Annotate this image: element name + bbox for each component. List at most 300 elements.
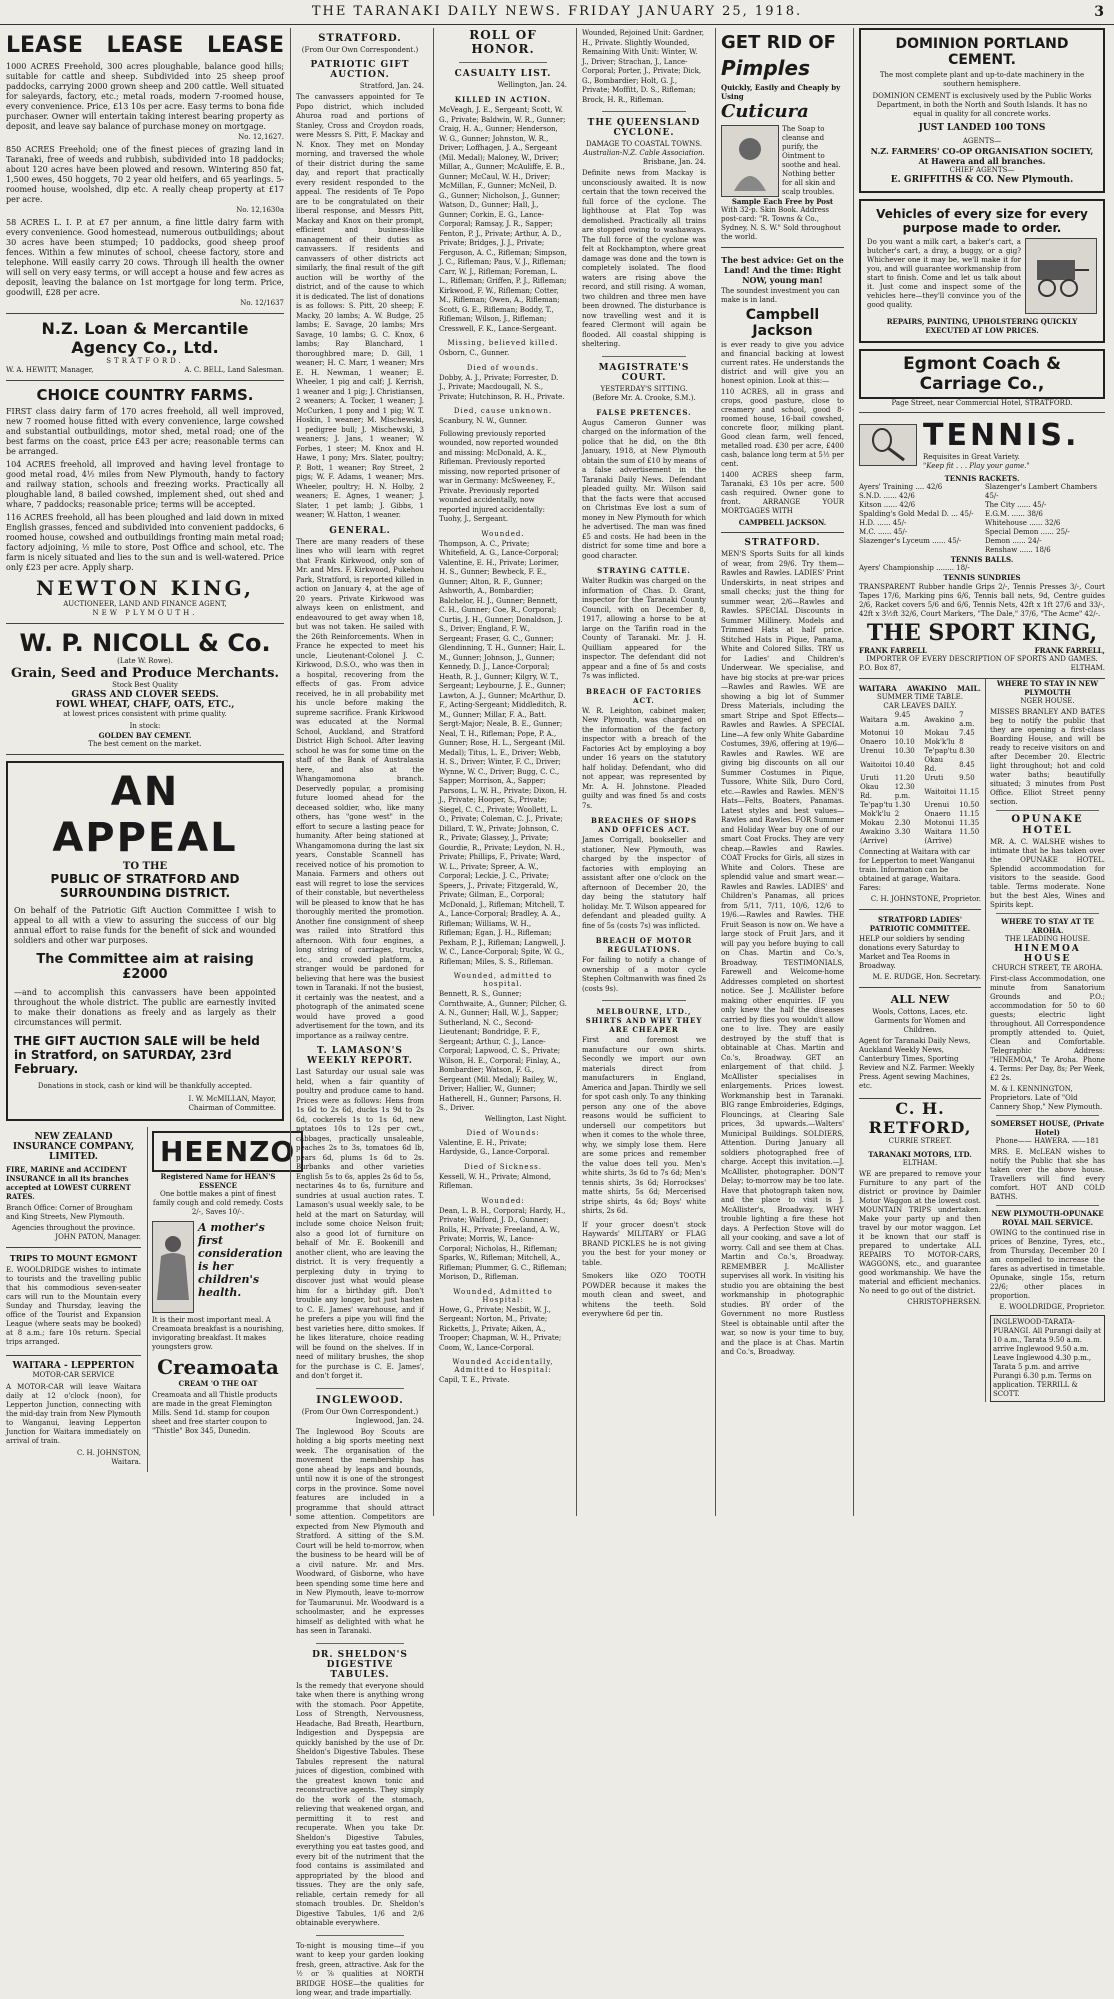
timetable-cell: Awakino — [924, 715, 955, 724]
timetable-cell: 8.45 — [959, 760, 975, 769]
timetable-row — [859, 756, 981, 774]
somerset-body: MRS. E. McLEAN wishes to notify the Public that she has taken over the above house. Travellers will find every comfort. HOT AND COLD BATHS. — [990, 1148, 1105, 1201]
hinemoa-sign: M. & I. KENNINGTON, Proprietors. Late of "Old Cannery Shop," New Plymouth. — [990, 1085, 1103, 1111]
soundest-investment: The soundest investment you can make is in land. — [721, 287, 840, 304]
timetable-cell: 8.30 — [959, 747, 975, 755]
ladies-title: STRATFORD LADIES' PATRIOTIC COMMITTEE. — [869, 915, 971, 933]
timetable-row — [859, 837, 981, 846]
factories-title: BREACH OF FACTORIES ACT. — [586, 686, 702, 705]
choice-farms-ad — [6, 381, 284, 624]
roll-of-honor-title: ROLL OF HONOR. — [469, 28, 537, 56]
balls-line: Ayers' Championship ........ 18/- — [859, 564, 970, 572]
campbell-1400: 1400 ACRES sheep farm, Taranaki, £3 10s per acre. 500 cash required. Owner gone to front. ARRANGE YOUR MORTGAGES WITH — [721, 471, 844, 515]
retford-title: C. H. RETFORD, — [868, 1099, 972, 1137]
died3-title: Died of Sickness. — [464, 1162, 542, 1171]
timetable-cell: Onaero — [924, 810, 951, 818]
col6-lower-right — [985, 679, 1105, 1402]
getrid-heading: GET RID OF — [721, 32, 836, 53]
patriotic-title: PATRIOTIC GIFT AUCTION. — [310, 60, 410, 80]
lease-1000-ref: No. 12,1627. — [238, 133, 284, 141]
motors-body: WE are prepared to remove your Furniture to any part of the district or province by Daimler Motor Waggon at the lowest cost. MOUNTAIN TRIPS undertaken. Make your party up and then travel by our motor waggon. Let it be known that our staff is prepared to undertake ALL REPAIRS TO MOTOR-CARS, WAGGONS, etc., and guarantee good workmanship. We have the material and efficient mechanics. No need to go out of the district. — [859, 1170, 981, 1295]
stray-title: STRAYING CATTLE. — [597, 566, 691, 575]
nz-loan-salesman: A. C. BELL, Land Salesman. — [184, 366, 284, 374]
aroha-title: WHERE TO STAY AT TE AROHA. — [1001, 917, 1094, 935]
pickles-notice: If your grocer doesn't stock Haywards' MILITARY or FLAG BRAND PICKLES he is not giving you the best for your money or table. — [582, 1220, 706, 1267]
masthead-title: THE TARANAKI DAILY NEWS. FRIDAY JANUARY 25, 1918. — [311, 4, 803, 19]
lease-word-3: LEASE — [207, 33, 284, 58]
choice-farms-title: CHOICE COUNTRY FARMS. — [36, 386, 254, 404]
campbell-sign: CAMPBELL JACKSON. — [738, 518, 827, 527]
timetable-row — [859, 747, 981, 756]
wounded-names: Thompson, A. C., Private; Whitefield, A. G., Lance-Corporal; Valentine, E. H., Private; Lorimer, H. S., Gunner; Bewbeck, F. E., Gunner; Alton, R. F., Gunner; Ashworth, A., Bombardier; Balchelor, H. J., Gunner; Bennett, C. H., Gunner; Coe, R., Corporal; Curtis, J. H., Gunner; Donaldson, J. S., Driver; England, F. W., Sergeant; Fraser, G. C., Gunner; Glendinning, T. H., Gunner; Hair, L. M., Gunner; Johnson, J., Gunner; Kennedy, D. J., Lance-Corporal; Heath, R. J., Gunner; Kilgry, W. T., Sergeant; Leybourne, J. E., Gunner; Lawton, A. J., Gunner; McArthur, D. F., Acting-Sergeant; Middleditch, R. M., Gunner; Millar, F. A., Batt. Sergt-Major; Neale, B. E., Gunner; Neal, T. H., Rifleman; Pope, P. A., Gunner; Rose, H. L., Sergeant (Mil. Medal); Titus, L. E., Driver; Webb, H. S., Driver; Winter, F. C., Driver; Wynne, W. C., Driver; Bugg, C. C., Sapper; Morrison, A., Sapper; Parsons, L. W. H., Private; Dixon, H. J., Private; Hooper, S., Private; Siegel, C. C., Private; Woollett, L. O., Private; Coleman, C. J., Private; Dillard, T. W., Private; Johnson, C. R., Private; Glassey, J., Private; Gourdie, R., Private; Leydon, N. H., Private; Phillips, F., Private; Ward, W. L., Private; Spreer, A. W., Corporal; Leckie, J. C., Private; Speers, J., Private; Fitzgerald, W., Private; Gilman, E., Corporal; McDonald, J., Rifleman; Mitchell, T. A., Lance-Corporal; Bradley, A. A., Rifleman; Williams, W. H., Rifleman; Egan, J. H., Rifleman; Pexham, P. J., Rifleman; Langwell, J. W. C., Lance-Corporal; Spite, W. G., Rifleman; Miles, S. S., Rifleman. — [439, 539, 567, 966]
egmont-trips-body: E. WOOLDRIDGE wishes to intimate to tourists and the travelling public that his commodious seven-seater cars will run to the Mountain every Sunday and Thursday, leaving the office of the Tourist and Expansion League (where seats may be booked) at 8 a.m.; fare 10s return. Special trips arranged. — [6, 1266, 141, 1346]
timetable-cell: Okau Rd. — [860, 783, 879, 800]
newton-king-name: NEWTON KING, — [36, 576, 254, 600]
woman-portrait — [721, 125, 779, 197]
magistrate-title: MAGISTRATE'S COURT. — [598, 362, 690, 383]
nz-insurance-ad — [6, 1127, 141, 1248]
taranaki-motors-town: ELTHAM. — [902, 1159, 938, 1167]
egmont-coach-title: Egmont Coach & Carriage Co., — [859, 349, 1105, 399]
nz-insurance-agencies: Agencies throughout the province. — [11, 1224, 136, 1232]
creamoata-ad — [152, 1221, 284, 1436]
plymouth-sub: NGER HOUSE. — [1020, 697, 1075, 705]
stratford-heading: STRATFORD. — [318, 33, 402, 44]
egmont-trips-title: TRIPS TO MOUNT EGMONT — [9, 1253, 138, 1263]
nicoll-fowl: FOWL WHEAT, CHAFF, OATS, ETC., — [55, 700, 235, 710]
pretences-title: FALSE PRETENCES. — [596, 407, 692, 417]
egmont-addr: Page Street, near Commercial Hotel, STRATFORD. — [891, 399, 1073, 407]
timetable-cell: (Arrive) — [924, 837, 952, 845]
died-title: Died of wounds. — [466, 363, 540, 372]
timetable-cell: Mok'k'lu — [860, 810, 891, 818]
racket-item: Kitson ...... 42/6 — [859, 501, 916, 509]
sport-king-title: THE SPORT KING, — [866, 620, 1098, 646]
racket-item: H.D. ...... 45/- — [859, 519, 907, 527]
lease-word-1: LEASE — [6, 33, 83, 58]
timetable-row — [859, 819, 981, 828]
timetable-cell: 2.30 — [894, 819, 911, 827]
opunake-title: OPUNAKE HOTEL — [1011, 814, 1084, 836]
nz-loan-title: N.Z. Loan & Mercantile Agency Co., Ltd. — [41, 319, 249, 357]
vehicles-title: Vehicles of every size for every purpose made to order. — [876, 207, 1088, 235]
dominion-body-2: DOMINION CEMENT is exclusively used by the Public Works Department, in both the North and South Islands. It has no equal in quality for all concrete works. — [872, 92, 1092, 118]
dominion-farmers: N.Z. FARMERS' CO-OP ORGANISATION SOCIETY, At Hawera and all branches. — [870, 146, 1094, 166]
tennis-ad — [859, 412, 1105, 679]
lease-word-2: LEASE — [106, 33, 184, 58]
inglewood-heading: INGLEWOOD. — [316, 1394, 404, 1406]
timetable-row — [859, 828, 981, 837]
sheldon-body: Is the remedy that everyone should take when there is anything wrong with the stomach. Poor Appetite, Loss of Strength, Nervousness, Headache, Bad Breath, Heartburn, Indigestion and Dyspepsia are quickly banished by the use of Dr. Sheldon's Digestive Tabules. These Tabules represent the natural juices of digestion, combined with the greatest known tonic and reconstructive agents. They simply do the work of the stomach, relieving that weakened organ, and permitting it to rest and recuperate. When you take Dr. Sheldon's Digestive Tabules, everything you eat tastes good, and every bit of the nutriment that the food contains is assimilated and appropriated by the blood and tissues. They are the only safe, reliable, certain remedy for all stomach troubles. Dr. Sheldon's Digestive Tabules, 1/6 and 2/6 obtainable everywhere. — [296, 1681, 424, 1927]
timetable-cell: Awakino — [860, 828, 891, 836]
ladies-body: HELP our soldiers by sending donations every Saturday to Market and Tea Rooms in Broadway. — [859, 935, 965, 970]
timetable-cell: Uruti — [860, 774, 879, 782]
nicoll-instock: In stock: — [129, 722, 161, 730]
racket-item: The City ...... 45/- — [985, 501, 1047, 509]
lamason-body: Last Saturday our usual sale was held, when a fair quantity of poultry and produce came to hand. Prices were as follows: Hens from 1s 6d to 2s 6d, ducks 1s 9d to 2s 6d, cockerels 1s to 1s 6d, new potatoes 10s to 12s per cwt., cabbages, practically unsaleable, peaches 2s to 3s, tomatoes 6d lb, pears 6d, plums 1s 6d to 2s. Burbanks and other varieties English 5s to 6s, apples 2s 6d to 5s, nectarines 4s to 6s, furniture and sundries at usual auction rates. T. Lamason's usual weekly sale, to be held at the mart on Saturday, will include some choice Nelson fruit; also a good lot of furniture on behalf of Mr. E. Bookenill and another client, who are leaving the district. It is very frequently a perplexing duty in trying to discover just what would please him for a birthday gift. Don't trouble any longer, but just hasten to C. E. James' warehouse, and if he prefers a pipe you will find the best varieties here, ditto smokes. If he likes literature, choice reading will be found on the shelves. If in need of military brushes, the shop for the purchase is C. E. James', and don't forget it. — [296, 1068, 424, 1380]
all-new-body: Wools, Cottons, Laces, etc. Garments for Women and Children. — [872, 1008, 968, 1034]
wam-leave: CAR LEAVES DAILY. — [883, 702, 957, 710]
opunake-body: MR. A. C. WALSHE wishes to intimate that he has taken over the OPUNAKE HOTEL. Splendid accommodation for visitors to the seaside. Good table. Terms moderate. None but the best Ales, Wines and Spirits kept. — [990, 838, 1105, 909]
shops-title: BREACHES OF SHOPS AND OFFICES ACT. — [590, 816, 698, 834]
dominion-agents: AGENTS— — [962, 137, 1002, 145]
rejoined-names: Wounded, Rejoined Unit: Gardner, H., Private. Slightly Wounded, Remaining With Unit: Winter, W. J., Driver; Strachan, J., Lance-Corporal; Porter, J., Private; Dick, G., Bombardier; Holt, G. J., Private; Moffitt, D. S., Rifleman; Brock, H. R., Rifleman. — [582, 29, 704, 104]
page-number: 3 — [1094, 4, 1106, 20]
melbourne-body: First and foremost we manufacture our own shirts. Secondly we import our own materials direct from manufacturers in England, America and Japan. Thirdly we sell for spot cash only. To any thinking person any one of the above reasons would be sufficient to undersell our competitors but when it comes to the whole three, why, we simply lose them. Here are some prices and remember the value does tell you. Men's white shirts, 3s 6d to 7s 6d; Men's tennis shirts, 3s 6d; Horrockses' matte shirts, 5s 6d; Mercerised stripe shirts, 4s 6d; Boys' white shirts, 2s 6d. — [582, 1036, 706, 1215]
racket-item: Renshaw ...... 18/6 — [985, 546, 1051, 554]
col1-bottom-right — [147, 1127, 296, 1472]
waitara-motor-ad — [6, 1356, 141, 1472]
timetable-row — [859, 729, 981, 738]
rackets-title: TENNIS RACKETS. — [944, 474, 1020, 483]
nz-loan-ad — [6, 314, 284, 381]
appeal-body: On behalf of the Patriotic Gift Auction Committee I wish to appeal to all with a view to assuring the success of our big annual effort to raise funds for the benefit of sick and wounded soldiers and other war purposes. — [14, 906, 276, 945]
masthead — [0, 0, 1114, 25]
cyclone-agency: Australian-N.Z. Cable Association. — [583, 149, 705, 157]
timetable-cell: Motonui — [860, 729, 890, 737]
timetable-cell: Okau Rd. — [924, 756, 944, 773]
ladies-sign: M. E. RUDGE, Hon. Secretary. — [872, 973, 981, 981]
cyclone-body: Definite news from Mackay is unconsciously awaited. It is now certain that the town received the full force of the cyclone. The lighthouse at Flat Top was demolished. Practically all trains are stopped owing to washaways. The full force of the cyclone was felt at Rockhampton, where great damage was done and the town is completely isolated. The flood waters are rising above the record, and still rising. A woman, two children and three men have been drowned. The disturbance is now travelling west and it is feared Clermont will again be flooded. All coastal shipping is sheltering. — [582, 169, 706, 348]
casualty-title: CASUALTY LIST. — [454, 69, 552, 79]
patriotic-body: The canvassers appointed for Te Popo district, which included Ahuroa road and portions of Stanley, Cross and Croydon roads, were Messrs S. Pitt, F. Mackay and N. Knox. They met on Monday morning, and traversed the whole of their district during the same day, and report that practically every resident responded to the appeal. The residents of Te Popo are to be congratulated on their liberal response, and Messrs Pitt, Mackay and Knox on their prompt, efficient and business-like management of their duties as canvassers. If residents and canvassers of other districts act similarly, the final result of the gift auction will be worthy of the district, and of the cause to which it is dedicated. The list of donations is as follows: S. Pitt, 20 sheep; F. Macky, 20 lambs; A. W. Budge, 25 lambs; E. Savage, 20 lambs; Mrs Savage, 10 lambs; G. C. Knox, 6 lambs; Ray Blanchard, 1 thoroughbred mare; D. Gill, 1 weaner; H. C. Marr, 1 weaner; Mrs E. H. Newman, 1 weaner; E. Wheeler, 1 pig and calf; J. Kerrish, 1 weaner and 1 pig; J. Christiansen, 2 weaners; A. Tocker, 1 weaner; J. McCurken, 1 pony and 1 pig; W. T. Hoskin, 1 weaner; M. Mischewski, 1 pedigree bull; J. Mischewski, 3 weaners; J. Jans, 1 weaner; W. Forbes, 1 steer; M. Knox and H. Hawe, 1 pony; Mrs. Slater, poultry; P. Bott, 1 weaner; Roy Street, 2 pigs; W. F. Adams, 1 weaner; Mrs. Wheeler, poultry; H. N. Holby, 2 weaners; E. Agnes, 1 weaner; J. Slater, 1 pet lamb; J. Gibbs, 1 weaner; W. Hatton, 1 weaner. — [296, 93, 424, 519]
egmont-trips-ad — [6, 1248, 141, 1356]
timetable-cell: Te'pap'tu — [860, 801, 893, 809]
hospital-names: Howe, G., Private; Nesbit, W. J., Sergeant; Norton, M., Private; Ricketts, J., Private; Aiken, A., Trooper; Chapman, W. H., Private; Coom, W., Lance-Corporal. — [439, 1305, 562, 1352]
appeal-body-2: —and to accomplish this canvassers have been appointed throughout the whole district. The public are earnestly invited to make their donations as freely and as largely as their circumstances will permit. — [14, 988, 276, 1027]
soap-body: The Soap to cleanse and purify, the Ointment to soothe and heal. Nothing better for all skin and scalp troubles. — [782, 125, 841, 196]
waitara-title: WAITARA - LEPPERTON — [12, 1361, 135, 1371]
shops-body: James Corrigall, bookseller and stationer, New Plymouth, was charged by the inspector of factories with employing an assistant after one o'clock on the afternoon of December 20, the day being the statutory half holiday. Mr. T. Wilson appeared for defendant and pleaded guilty. A fine of 5s (costs 7s) was inflicted. — [582, 836, 706, 930]
tennis-player-illustration — [859, 424, 917, 466]
timetable-cell: Waitara — [924, 828, 952, 836]
appeal-public: PUBLIC OF STRATFORD AND SURROUNDING DISTRICT. — [50, 872, 240, 900]
campbell-110: 110 ACRES, all in grass and crops, good pasture, close to creamery and school, good 8-roomed house, 16-bail cowshed, concrete floor, milking plant. Good clean farm, well fenced, metalled road. £30 per acre, £400 cash, balance long term at 5½ per cent. — [721, 388, 844, 468]
timetable-cell: Waitara — [860, 715, 888, 724]
col1-bottom-row — [6, 1127, 296, 1472]
vehicles-body: Do you want a milk cart, a baker's cart, a butcher's cart, a dray, a buggy, or a gig? Whichever one it may be, we'll make it for you, and will guarantee workmanship from start to finish. Come and let us talk about it. Just come and inspect some of the vehicles here—they'll convince you of the good quality. — [867, 238, 1021, 309]
wam-body: Connecting at Waitara with car for Lepperton to meet Wanganui train. Information can be obtained at garage, Waitara. Fares: — [859, 848, 975, 892]
mother-child-illustration — [152, 1221, 194, 1313]
plymouth-title: WHERE TO STAY IN NEW PLYMOUTH — [996, 679, 1099, 697]
racket-item: Demon ...... 24/- — [985, 537, 1042, 545]
inglewood-corr: (From Our Own Correspondent.) — [301, 1407, 419, 1416]
mother-figure-icon — [153, 1232, 193, 1302]
choice-farm-first: FIRST class dairy farm of 170 acres freehold, all well improved, new 7 roomed house fitted with every convenience, large cowshed and substantial outbuildings, motor shed, metal road; one of the best farms on the coast, price £43 per acre; reasonable terms can be arranged. — [6, 407, 284, 456]
appeal-gift-sale: THE GIFT AUCTION SALE will be held in Stratford, on SATURDAY, 23rd February. — [14, 1034, 260, 1076]
racket-item: Ayers' Training .... 42/6 — [859, 483, 943, 491]
opunake-mail-title: NEW PLYMOUTH-OPUNAKE ROYAL MAIL SERVICE. — [991, 1209, 1104, 1227]
nz-loan-manager: W. A. HEWITT, Manager, — [6, 366, 94, 374]
ozo-notice: Smokers like OZO TOOTH POWDER because it makes the mouth clean and sweet, and whitens the teeth. Sold everywhere 6d per tin. — [582, 1272, 706, 1318]
waitara-awakino-mail-ad — [859, 679, 981, 910]
heenzo-ad — [152, 1127, 296, 1221]
lease-heading — [6, 33, 284, 58]
missing-names: Osborn, C., Gunner. — [439, 349, 510, 357]
timetable-cell: Motonui — [924, 819, 955, 827]
lamason-title: T. LAMASON'S WEEKLY REPORT. — [307, 1046, 413, 1066]
wam-sub: SUMMER TIME TABLE. — [876, 693, 964, 701]
appeal-sign-2: Chairman of Committee. — [188, 1104, 276, 1112]
timetable-cell: 9.45 a.m. — [894, 711, 911, 728]
land-advice: The best advice: Get on the Land! And the time: Right NOW, young man! — [721, 255, 844, 285]
timetable-cell: 11.15 — [959, 810, 980, 818]
opunake-mail-body: OWING to the continued rise in prices of Benzine, Tyres, etc., from Thursday, December 20 I am compelled to increase the fares as advertised in timetable. Opunake, single 15s, return 22/6; other places in proportion. — [990, 1229, 1105, 1300]
timetable-cell: Urenui — [924, 801, 950, 809]
heenzo-reg: Registered Name for HEAN'S ESSENCE — [160, 1172, 276, 1190]
timetable-cell — [894, 837, 924, 846]
racket-item: Spalding's Gold Medal D. ... 45/- — [859, 510, 974, 518]
campbell-title: Campbell Jackson — [745, 307, 820, 339]
campbell-jackson-ad — [721, 248, 844, 533]
died-names: Dobby, A. J., Private; Forrester, D. J., Private; Macdougall, N. S., Private; Hutchinson, R. H., Private. — [439, 373, 565, 401]
motor-body: For failing to notify a change of ownership of a motor cycle Stephen Coltmanwith was fined 2s (costs 9s). — [582, 956, 706, 993]
timetable-cell: Te'pap'tu — [924, 747, 957, 755]
col6-lower-row — [859, 679, 1105, 1402]
timetable-cell: Uruti — [924, 774, 944, 782]
appeal-committee: The Committee aim at raising £2000 — [36, 952, 254, 982]
appeal-donations: Donations in stock, cash or kind will be thankfully accepted. — [37, 1082, 253, 1090]
sport-king-town: ELTHAM. — [1070, 664, 1105, 672]
vehicles-repairs: REPAIRS, PAINTING, UPHOLSTERING QUICKLY EXECUTED AT LOW PRICES. — [886, 317, 1078, 335]
accidental-title: Wounded Accidentally, Admitted to Hospital: — [452, 1358, 554, 1374]
getrid-sub: Quickly, Easily and Cheaply by Using — [721, 83, 841, 101]
pimples-heading: Pimples — [721, 56, 810, 80]
nz-insurance-title: NEW ZEALAND INSURANCE COMPANY, LIMITED. — [12, 1132, 135, 1162]
general-title: GENERAL. — [329, 525, 391, 536]
timetable-cell: 10.30 — [894, 747, 915, 755]
motor-title: BREACH OF MOTOR REGULATIONS. — [595, 936, 693, 954]
pretences-body: Augus Cameron Gunner was charged on the information of the police that he did, on the 8th January, 1918, at New Plymouth obtain the sum of £10 by means of a false advertisement in the Taranaki Daily News. Defendant pleaded guilty. Mr. Wilson said that the facts were that accused on Christmas Eve lost a sum of money in New Plymouth for which he advertised. The man was fined £5 and costs. He had been in the district for some time and bore a good character. — [582, 418, 706, 560]
dominion-griffiths: E. GRIFFITHS & CO. New Plymouth. — [890, 175, 1074, 185]
yesterday-sitting: YESTERDAY'S SITTING. — [600, 384, 688, 393]
column-6 — [853, 28, 1110, 1516]
melbourne-title: MELBOURNE, LTD., SHIRTS AND WHY THEY ARE CHEAPER — [585, 1007, 703, 1034]
racket-item: M.C. ...... 45/- — [859, 528, 908, 536]
timetable-cell: 8 — [959, 738, 964, 746]
newton-king-town: NEW PLYMOUTH. — [92, 609, 198, 617]
lease-ad — [6, 28, 284, 314]
dominion-landed: JUST LANDED 100 TONS — [918, 123, 1046, 133]
casualty-dateline: Wellington, Jan. 24. — [497, 81, 567, 89]
sundries-body: TRANSPARENT Rubber handle Grips 2/-, Tennis Presses 3/-, Court Tapes 17/6, Marking pins 6/6, Tennis ball nets, 9d, Centre guides 2/6, Racket covers 5/6 and 6/6, Tennis Nets, 42ft x 1ft 27/6 and 33/-, 42ft x 3½ft 32/6, Court Markers, "The Dale," 37/6, "The Acme" 42/-. — [859, 583, 1105, 618]
racket-item: Special Demon ...... 25/- — [985, 528, 1070, 536]
cyclone-title: THE QUEENSLAND CYCLONE. — [587, 118, 701, 138]
nz-insurance-body: FIRE, MARINE and ACCIDENT INSURANCE in all its branches accepted at LOWEST CURRENT RATES. — [6, 1165, 131, 1201]
before-magistrate: (Before Mr. A. Crooke, S.M.). — [592, 393, 696, 402]
wam-sign: C. H. JOHNSTONE, Proprietor. — [870, 895, 981, 903]
waitara-body: A MOTOR-CAR will leave Waitara daily at 12 o'clock (noon), for Lepperton Junction, connecting with the mid-day train from New Plymouth to Wanganui, leaving Lepperton Junction for Waitara immediately on arrival of train. — [6, 1383, 141, 1445]
choice-farm-104: 104 ACRES freehold, all improved and having level frontage to good metal road, 4½ miles from New Plymouth, handy to factory and railway station, schools and freezing works. Practically all ploughable land, 8 bailed cowshed, implement shed, out shed and whare, 7 paddocks; reasonable price; terms will be accepted. — [6, 460, 284, 509]
newton-king-sub: AUCTIONEER, LAND AND FINANCE AGENT, — [63, 600, 227, 608]
timetable-cell: 11.50 — [959, 828, 980, 836]
wounded-title: Wounded. — [481, 529, 525, 538]
creamoata-tagline: A mother's first consideration is her children's health. — [198, 1221, 283, 1299]
killed-title: KILLED IN ACTION. — [454, 95, 552, 104]
admitted-names: Bennett, R. S., Gunner; Cornthwaite, A., Gunner; Pilcher, G. A. N., Gunner; Hall, W. J., Sapper; Sutherland, N. C., Second-Lieutenant; Bondridge, F. F., Sergeant; Arthur, C. J., Lance-Corporal; Lapwood, C. S., Private; Wilson, H. E., Corporal; Finlay, A., Bombardier; Watson, F. G., Sergeant (Mil. Medal); Bailey, W., Driver; Hallier, W., Gunner; Hatherell, H., Gunner; Parsons, H. S., Driver. — [439, 990, 567, 1112]
timetable-cell: 3.30 — [894, 828, 911, 836]
timetable-cell: Waitoitoi — [860, 760, 892, 769]
wounded2-title: Wounded: — [481, 1196, 525, 1205]
wam-word-1: WAITARA — [859, 684, 897, 693]
wounded2-names: Dean, L. B. H., Corporal; Hardy, H., Private; Walford, J. D., Gunner; Rolls, H., Private; Freeland, A. W., Private; Morris, W., Lance-Corporal; Nicholas, H., Rifleman; Sparks, W., Rifleman; Mitchell, A., Rifleman; Plummer, G. C., Rifleman; Morison, D., Rifleman. — [439, 1206, 567, 1281]
timetable-row — [859, 738, 981, 747]
opunake-mail-sign: E. WOOLDRIDGE, Proprietor. — [999, 1303, 1105, 1311]
timetable-cell: 10.40 — [894, 760, 915, 769]
died2-names: Valentine, E. H., Private; Hardyside, G., Lance-Corporal. — [439, 1138, 550, 1156]
ladies-patriotic-ad — [859, 910, 981, 988]
hinemoa-body: First-class Accommodation, one minute from Sanatorium Grounds and P.O.; accommodation for 50 to 60 guests; electric light throughout. All Correspondence promptly attended to. Quiet, Clean and Comfortable. Telegraphic Address: "HINEMOA," Te Aroha. Phone 4. Terms: Per Day, 8s; Per Week, £2 2s. — [990, 975, 1105, 1082]
sundries-title: TENNIS SUNDRIES — [943, 573, 1021, 582]
stray-body: Walter Rudkin was charged on the information of Chas. D. Grant, inspector for the Taranaki County Council, with on December 8, 1917, allowing a horse to be at large on the Tarifin road in the County of Taranaki. Mr. J. H. Quilliam appeared for the inspector. The defendant did not appear and a fine of 5s and costs 7s was inflicted. — [582, 577, 706, 680]
timetable-cell: Urenui — [860, 747, 885, 755]
died-cause-names: Scanbury, N. W., Gunner. — [439, 417, 528, 425]
racket-item: Slazenger's Lambert Chambers 45/- — [985, 483, 1097, 500]
tennis-keep: "Keep fit . . . Play your game." — [923, 462, 1030, 470]
creamoata-foot: Creamoata and all Thistle products are made in the great Flemington Mills. Send 1d. stamp for coupon sheet and free starter coupon to "Thistle" Box 345, Dunedin. — [152, 1391, 278, 1435]
rackets-lists — [859, 483, 1105, 555]
waitara-sub: MOTOR-CAR SERVICE — [32, 1371, 115, 1379]
killed-names: McVeagh, J. E., Sergeant; Scott, W. G., Private; Baldwin, W. R., Gunner; Craig, H. A., Gunner; Henderson, W. G., Gunner; Johnston, W. R., Driver; Loffhagen, J. A., Sergeant (Mil. Medal); Maloney, W., Driver; Millar, A., Gunner; McAuliffe, E. B., Gunner; McCaul, W. H., Driver; McMillan, F., Gunner; McNeil, D. G., Gunner; Nicholson, J., Gunner; Watson, D., Gunner; Hall, J., Gunner; Corkin, E. G., Lance-Corporal; Ramsay, J. R., Sapper; Fenton, P. J., Private; Arthur, A. D., Private; Bridges, J. J., Private; Ferguson, A. C., Rifleman; Simpson, J. C., Rifleman; Paus, V. J., Rifleman; Carr, W. J., Rifleman; Foreman, L. L., Rifleman; Griffen, P. J., Rifleman; Kirkwood, F. W., Rifleman; Cotter, M., Rifleman; Owen, A., Rifleman; Scott, G. E., Rifleman; Boddy, T., Rifleman; Wilson, J., Rifleman; Cresswell, F. K., Lance-Sergeant. — [439, 106, 567, 333]
woman-portrait-icon — [730, 131, 770, 191]
dominion-cement-ad — [859, 28, 1105, 193]
timetable-row — [859, 810, 981, 819]
nicoll-cement: GOLDEN BAY CEMENT. — [98, 731, 192, 740]
column-5 — [715, 28, 849, 1516]
appeal-sign: I. W. McMILLAN, Mayor, — [188, 1095, 276, 1103]
timetable-cell: (Arrive) — [860, 837, 888, 845]
lease-58-text: 58 ACRES L. I. P. at £7 per annum, a fine little dairy farm with every convenience. Good homestead, numerous outbuildings; about 30 acres have been stumped; 10 paddocks, good sheep proof fences. Within a few minutes of school, cheese factory, store and telephone. Will easily carry 20 cows. Through ill health the owner will sell on very easy terms, or will accept a house and few acres as deposit, leaving the balance on 1st mortgage for long term. Price, goodwill, £28 per acre. — [6, 218, 284, 297]
col6-lower-left — [859, 679, 981, 1402]
col1-bottom-left — [6, 1127, 141, 1472]
nicoll-ad — [6, 624, 284, 755]
tennis-title: TENNIS. — [923, 418, 1080, 453]
sample-heading: Sample Each Free by Post — [731, 197, 834, 206]
missing-title: Missing, believed killed. — [447, 339, 559, 347]
cuticura-ad — [721, 28, 844, 248]
nicoll-title: W. P. NICOLL & Co. — [19, 629, 271, 657]
campbell-body: is ever ready to give you advice and financial backing at lowest current rates. He understands the district and will give you an honest opinion. Look at this:— — [721, 341, 844, 385]
timetable-cell: 7 a.m. — [959, 711, 975, 728]
creamoata-body: It is their most important meal. A Creamoata breakfast is a nourishing, invigorating breakfast. It makes youngsters grow. — [152, 1316, 284, 1351]
stratford-ads-heading: STRATFORD. — [744, 538, 821, 548]
nicoll-lowest: at lowest prices consistent with prime quality. — [63, 710, 227, 718]
lease-850-ref: No. 12,1630a — [236, 206, 284, 214]
nicoll-grass: GRASS AND CLOVER SEEDS. — [71, 690, 219, 700]
lease-58-ref: No. 12/1637 — [240, 299, 284, 307]
hinemoa-title: HINEMOA HOUSE — [1014, 944, 1081, 964]
own-correspondent: (From Our Own Correspondent.) — [301, 46, 419, 54]
nz-insurance-branch: Branch Office: Corner of Brougham and King Streets, New Plymouth. — [6, 1204, 133, 1221]
somerset-title: SOMERSET HOUSE, (Private Hotel) — [990, 1119, 1105, 1137]
timetable-row — [859, 711, 981, 729]
dominion-chief: CHIEF AGENTS— — [949, 166, 1015, 174]
racket-item: S.N.D. ...... 42/6 — [859, 492, 915, 500]
somerset-phone: Phone—— HAWERA. ——181 — [995, 1137, 1100, 1145]
appeal-to: TO THE — [122, 861, 168, 872]
motors-sign: CHRISTOPHERSEN. — [907, 1298, 981, 1306]
inglewood-body: The Inglewood Boy Scouts are holding a big sports meeting next week. The organisation of the movement the membership has gone ahead by leaps and bounds, until now it is one of the strongest corps in the province. Some novel features are included in a programme that should attract some attention. Competitors are expected from New Plymouth and Stratford. A sitting of the S.M. Court will be held to-morrow, when the business to be heard will be of a civil nature. Mr. and Mrs. Woodward, of Gisborne, who have been spending some time here and in New Plymouth, leave to-morrow for Taumarunui. Mr. Woodward is a schoolmaster, and he expresses himself as delighted with what he has seen in Taranaki. — [296, 1427, 424, 1635]
died3-names: Kessell, W. H., Private; Almond, Rifleman. — [439, 1172, 551, 1190]
all-new-ad — [859, 988, 981, 1099]
timetable-cell: Waitoitoi — [924, 787, 956, 796]
wam-word-3: MAIL. — [957, 684, 981, 693]
wam-timetable — [859, 711, 981, 846]
tennis-racket-icon — [868, 428, 908, 462]
cart-illustration — [1025, 238, 1097, 314]
hose-notice: To-night is mousing time—if you want to keep your garden looking fresh, green, attractive. Ask for the ½ or ⅞ qualities at NORTH BRIDGE HOSE—the qualities for long wear, and trade impartially. — [296, 1941, 424, 1997]
sport-king-box: P.O. Box 87, — [859, 664, 901, 672]
column-3 — [433, 28, 572, 1516]
dominion-body: The most complete plant and up-to-date machinery in the southern hemisphere. — [879, 71, 1085, 88]
timetable-cell: Mokau — [860, 819, 885, 827]
taranaki-motors: TARANAKI MOTORS, LTD. — [868, 1150, 972, 1159]
timetable-cell — [958, 837, 981, 846]
nicoll-cement-sub: The best cement on the market. — [88, 740, 202, 748]
balls-title: TENNIS BALLS. — [950, 555, 1014, 564]
creamoata-logo: Creamoata — [157, 1355, 279, 1379]
timetable-cell: 11.35 — [959, 819, 980, 827]
waitara-sign-town: Waitara. — [111, 1458, 141, 1466]
column-2 — [290, 28, 429, 1997]
lease-1000-text: 1000 ACRES Freehold, 300 acres ploughable, balance good hills; suitable for cattle and sheep. Subdivided into 25 sheep proof paddocks, carrying 2000 grown sheep and 200 cattle. Well situated for saleyards, factory, etc.; metal roads, modern 7-roomed house, every convenience. Price, £13 10s per acre. Easy terms to bona fide purchaser. Owner will entertain taking interest bearing property as deposit, and leave say balance of purchase money on mortgage. — [6, 62, 284, 131]
timetable-cell: 10 — [894, 729, 904, 737]
timetable-cell: 7.45 — [959, 729, 975, 737]
nicoll-late: (Late W. Rowe). — [117, 657, 173, 665]
timetable-row — [859, 801, 981, 810]
agent-body: Agent for Taranaki Daily News, Auckland Weekly News, Canterbury Times, Sporting Review and N.Z. Farmer. Weekly Press. Agent sewing Machines, etc. — [859, 1037, 975, 1090]
column-4 — [576, 28, 711, 1516]
plymouth-body: MISSES BRANLEY AND BATES beg to notify the public that they are opening a first-class Boarding House, and will be ready to receive visitors on and after December 20. Electric light throughout; hot and cold water baths; beautifully situated; 3 minutes from Post Office. Elliot Street penny section. — [990, 708, 1105, 806]
racket-item: Slazenger's Lyceum ...... 45/- — [859, 537, 962, 545]
vehicles-ad — [859, 199, 1105, 343]
cyclone-date: Brisbane, Jan. 24. — [642, 158, 706, 166]
factories-body: W. R. Leighton, cabinet maker, New Plymouth, was charged on the information of the factory inspector with a breach of the Factories Act by employing a boy under 16 years on the statutory half holiday. Defendant, who did not appear, was represented by Mr. A. H. Johnstone. Pleaded guilty and was fined 5s and costs 7s. — [582, 706, 706, 810]
nicoll-sub: Grain, Seed and Produce Merchants. — [10, 666, 279, 681]
inglewood-date: Inglewood, Jan. 24. — [355, 1416, 424, 1425]
timetable-cell: 12.30 p.m. — [894, 783, 915, 800]
all-new-title: ALL NEW — [890, 993, 950, 1006]
racket-item: E.G.M. ...... 38/6 — [985, 510, 1043, 518]
cyclone-sub: DAMAGE TO COASTAL TOWNS. — [585, 140, 703, 148]
inglewood-tarata-box: INGLEWOOD-TARATA-PURANGI. All Purangi daily at 10 a.m., Tarata 9.50 a.m. arrive Inglewood 9.50 a.m. Leave Inglewood 4.30 p.m., Tarata 5 p.m. and arrive Purangi 6.30 p.m. Terms on application. TERRILL & SCOTT. — [990, 1315, 1105, 1402]
sample-body: With 32-p. Skin Book. Address post-card: "R. Towns & Co., Sydney, N. S. W." Sold throughout the world. — [721, 206, 841, 241]
timetable-cell: 9.50 — [959, 774, 975, 782]
appeal-title: AN APPEAL — [52, 769, 238, 861]
hospital-title: Wounded, Admitted to Hospital: — [453, 1287, 553, 1304]
nz-insurance-manager: JOHN PATON, Manager. — [55, 1233, 141, 1241]
appeal-ad — [6, 761, 284, 1121]
timetable-cell: Mok'k'lu — [924, 738, 955, 746]
choice-farm-116: 116 ACRES freehold, all has been ploughed and laid down in mixed English grasses, fenced and subdivided into convenient paddocks, 6 roomed house, cowshed and outbuildings fronting main metal road; factory adjoining, ½ mile to store, Post Office and school, etc. The farm is nicely situated and lies to the sun and is well-watered. Price only £23 per acre. Apply sharp. — [6, 513, 284, 572]
timetable-cell: 10.50 — [959, 801, 980, 809]
heenzo-logo: HEENZO — [152, 1131, 303, 1172]
timetable-cell: Onaero — [860, 738, 887, 746]
retford-street: CURRIE STREET. — [888, 1137, 952, 1145]
nz-loan-town: STRATFORD. — [106, 357, 184, 365]
last-night-dateline: Wellington, Last Night. — [484, 1114, 567, 1123]
sport-king-right: FRANK FARRELL, — [1034, 646, 1105, 655]
timetable-cell: 2 — [894, 810, 900, 818]
timetable-cell: 11.15 — [959, 787, 980, 796]
sport-king-left: FRANK FARRELL — [859, 646, 927, 655]
sport-king-body: IMPORTER OF EVERY DESCRIPTION OF SPORTS AND GAMES. — [866, 655, 1098, 663]
creamoata-cream: CREAM 'O THE OAT — [178, 1379, 258, 1388]
racket-item: Whitehouse ...... 32/6 — [985, 519, 1061, 527]
leading-house: THE LEADING HOUSE. — [1004, 935, 1091, 943]
timetable-cell: 1.30 — [894, 801, 911, 809]
timetable-cell: 10.10 — [894, 738, 915, 746]
